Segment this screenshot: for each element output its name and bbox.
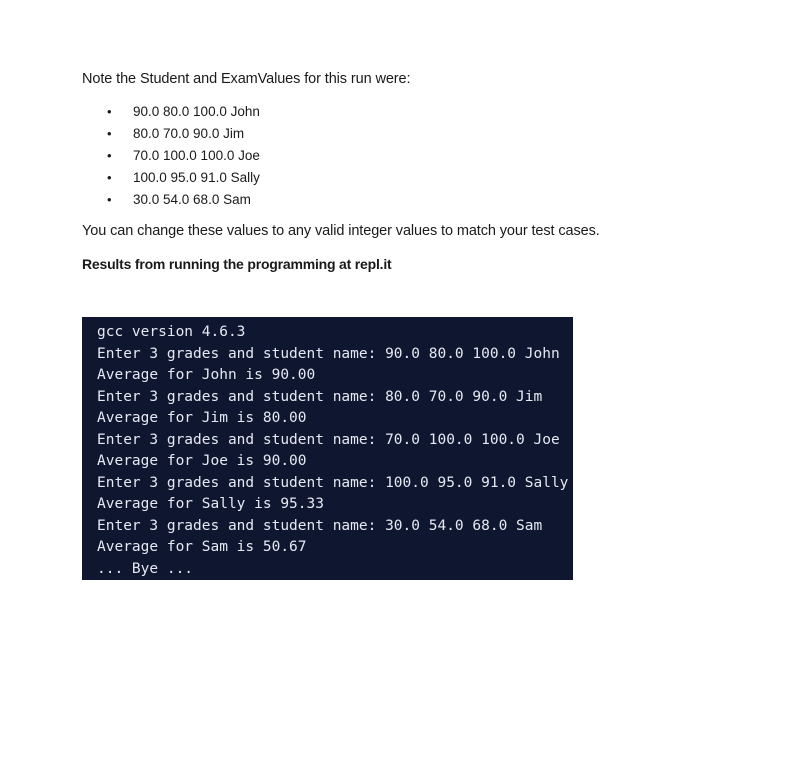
terminal-line: Average for Sally is 95.33 — [97, 496, 324, 512]
terminal-line: Average for Jim is 80.00 — [97, 410, 307, 426]
terminal-line: ... Bye ... — [97, 560, 194, 577]
terminal-line: gcc version 4.6.3 — [97, 324, 246, 340]
change-note-text: You can change these values to any valid integer values to match your test cases. — [82, 223, 600, 239]
bullet-icon: • — [107, 192, 112, 207]
terminal-line: Enter 3 grades and student name: 100.0 95.0 91.0 Sally — [97, 474, 569, 491]
document-body — [82, 70, 762, 273]
terminal-output — [82, 317, 573, 580]
terminal-line: Enter 3 grades and student name: 80.0 70.0 90.0 Jim — [97, 388, 543, 405]
bullet-icon: • — [107, 170, 112, 185]
terminal-line: Average for John is 90.00 — [97, 367, 316, 383]
intro-text: Note the Student and ExamValues for this run were: — [82, 71, 411, 87]
list-item — [82, 167, 762, 189]
terminal-line: Average for Sam is 50.67 — [97, 539, 307, 555]
list-item-text: 30.0 54.0 68.0 Sam — [133, 192, 251, 207]
list-item — [82, 123, 762, 145]
list-item-text: 80.0 70.0 90.0 Jim — [133, 126, 245, 141]
terminal-line: Enter 3 grades and student name: 90.0 80.0 100.0 John — [97, 345, 560, 362]
bullet-icon: • — [107, 148, 112, 163]
terminal-line: Enter 3 grades and student name: 30.0 54.0 68.0 Sam — [97, 517, 543, 534]
results-heading: Results from running the programming at repl.it — [82, 256, 392, 272]
list-item — [82, 189, 762, 211]
exam-values-list — [82, 101, 762, 211]
list-item-text: 100.0 95.0 91.0 Sally — [133, 170, 260, 185]
list-item-text: 70.0 100.0 100.0 Joe — [133, 148, 260, 163]
terminal-line: Average for Joe is 90.00 — [97, 453, 307, 469]
list-item — [82, 101, 762, 123]
bullet-icon: • — [107, 126, 112, 141]
list-item-text: 90.0 80.0 100.0 John — [133, 104, 260, 119]
list-item — [82, 145, 762, 167]
bullet-icon: • — [107, 104, 112, 119]
terminal-line: Enter 3 grades and student name: 70.0 100.0 100.0 Joe — [97, 431, 560, 448]
